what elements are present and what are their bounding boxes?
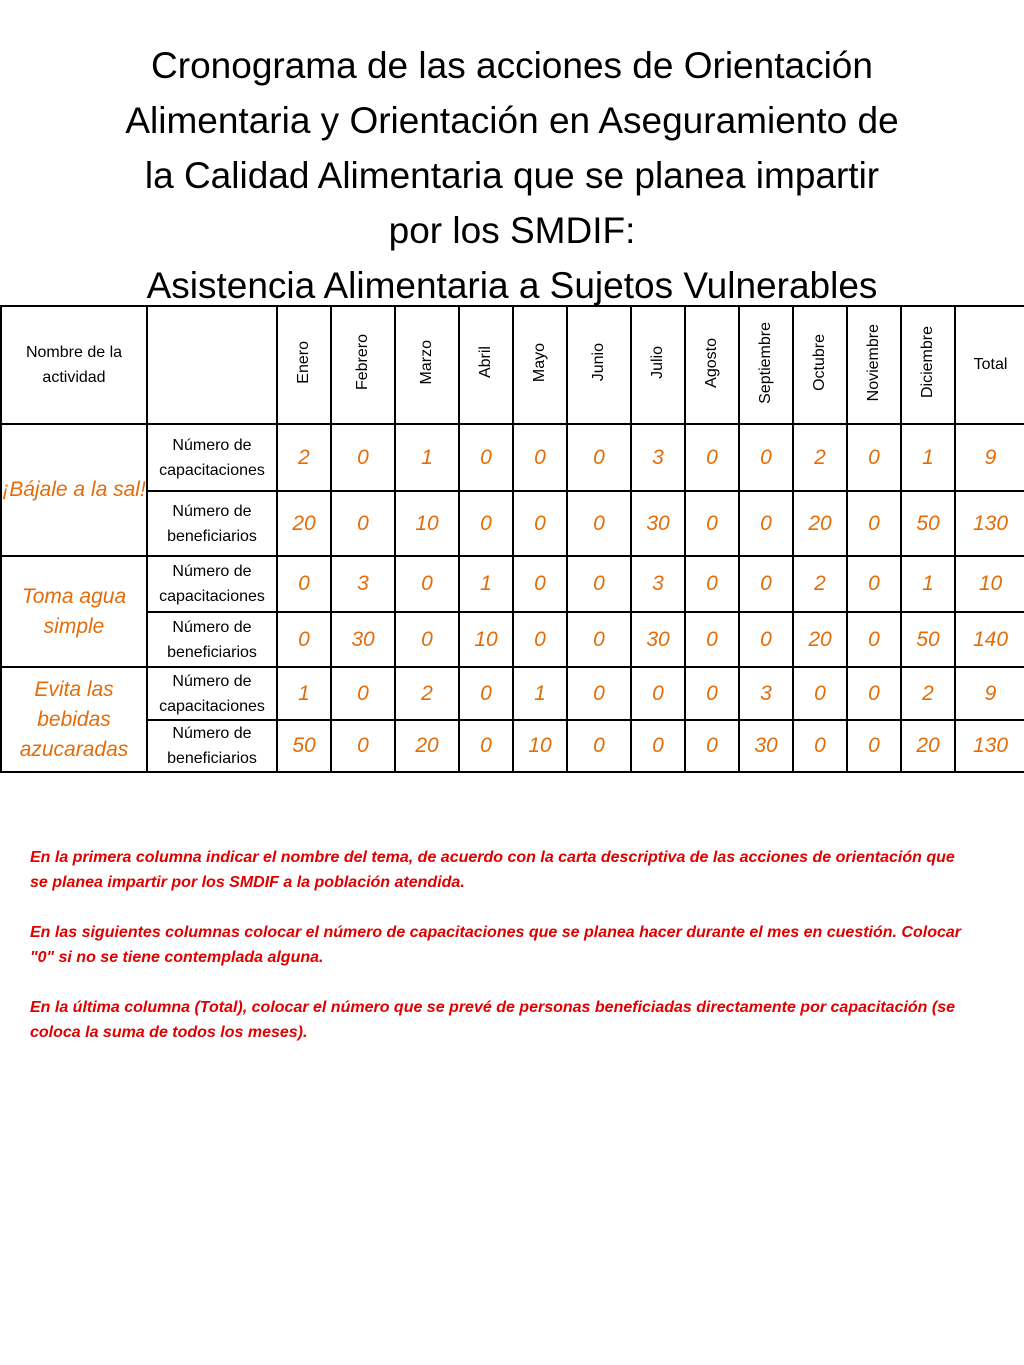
month-value: 3 (739, 667, 793, 720)
page-title (0, 38, 1024, 313)
month-value: 50 (901, 491, 955, 556)
metric-label: Número de capacitaciones (147, 556, 277, 612)
month-value: 30 (631, 491, 685, 556)
total-value: 130 (955, 491, 1024, 556)
month-value: 0 (459, 424, 513, 491)
instruction-paragraph: En la última columna (Total), colocar el número que se prevé de personas beneficiadas directamente por capacitación (se coloca la suma de todos los meses). (30, 999, 956, 1041)
month-value: 10 (459, 612, 513, 667)
month-value: 20 (395, 720, 459, 772)
total-value: 10 (955, 556, 1024, 612)
month-value: 0 (685, 612, 739, 667)
total-value: 140 (955, 612, 1024, 667)
month-value: 2 (277, 424, 331, 491)
month-value: 0 (459, 720, 513, 772)
activity-name: Toma agua simple (1, 556, 147, 667)
month-header: Noviembre (847, 306, 901, 424)
month-value: 0 (395, 612, 459, 667)
month-value: 10 (395, 491, 459, 556)
header-row (1, 306, 1024, 424)
table-row (1, 720, 1024, 772)
month-value: 2 (901, 667, 955, 720)
metric-label: Número de capacitaciones (147, 667, 277, 720)
month-value: 0 (739, 424, 793, 491)
month-value: 0 (513, 491, 567, 556)
metric-header (147, 306, 277, 424)
month-header: Agosto (685, 306, 739, 424)
month-header: Febrero (331, 306, 395, 424)
month-value: 20 (277, 491, 331, 556)
month-header: Mayo (513, 306, 567, 424)
month-value: 20 (793, 491, 847, 556)
month-value: 1 (513, 667, 567, 720)
month-value: 1 (901, 424, 955, 491)
month-value: 2 (395, 667, 459, 720)
month-value: 0 (567, 491, 631, 556)
month-value: 0 (331, 720, 395, 772)
month-value: 0 (847, 491, 901, 556)
month-value: 10 (513, 720, 567, 772)
metric-label: Número de beneficiarios (147, 612, 277, 667)
month-header: Marzo (395, 306, 459, 424)
month-value: 0 (331, 667, 395, 720)
month-value: 0 (685, 667, 739, 720)
table-row (1, 556, 1024, 612)
month-header: Abril (459, 306, 513, 424)
table-row (1, 612, 1024, 667)
month-value: 0 (685, 424, 739, 491)
month-value: 20 (793, 612, 847, 667)
instructions (30, 845, 970, 1070)
table-row (1, 424, 1024, 491)
month-value: 0 (847, 556, 901, 612)
month-value: 0 (331, 491, 395, 556)
month-value: 0 (739, 612, 793, 667)
month-value: 0 (631, 720, 685, 772)
month-value: 1 (395, 424, 459, 491)
metric-label: Número de capacitaciones (147, 424, 277, 491)
month-value: 0 (567, 612, 631, 667)
month-value: 0 (513, 612, 567, 667)
metric-label: Número de beneficiarios (147, 720, 277, 772)
month-value: 0 (567, 720, 631, 772)
month-value: 0 (793, 667, 847, 720)
month-value: 50 (277, 720, 331, 772)
month-value: 0 (631, 667, 685, 720)
month-value: 2 (793, 424, 847, 491)
month-value: 0 (739, 556, 793, 612)
month-value: 0 (847, 612, 901, 667)
month-value: 0 (567, 424, 631, 491)
month-value: 0 (459, 667, 513, 720)
month-value: 0 (739, 491, 793, 556)
table-row (1, 491, 1024, 556)
month-value: 0 (395, 556, 459, 612)
month-value: 1 (277, 667, 331, 720)
month-value: 1 (459, 556, 513, 612)
title-line: Cronograma de las acciones de Orientación (151, 45, 873, 86)
month-value: 0 (513, 424, 567, 491)
month-header: Junio (567, 306, 631, 424)
month-header: Diciembre (901, 306, 955, 424)
month-value: 0 (847, 667, 901, 720)
schedule-table (0, 305, 1024, 773)
month-value: 0 (567, 667, 631, 720)
instruction-paragraph: En las siguientes columnas colocar el número de capacitaciones que se planea hacer durante el mes en cuestión. Colocar "0" si no se tiene contemplada alguna. (30, 924, 961, 966)
month-value: 30 (631, 612, 685, 667)
month-value: 3 (631, 424, 685, 491)
month-value: 0 (685, 491, 739, 556)
instruction-paragraph: En la primera columna indicar el nombre del tema, de acuerdo con la carta descriptiva de las acciones de orientación que se planea impartir por los SMDIF a la población atendida. (30, 849, 955, 891)
month-value: 2 (793, 556, 847, 612)
total-header: Total (955, 306, 1024, 424)
month-value: 0 (793, 720, 847, 772)
month-value: 0 (331, 424, 395, 491)
month-value: 0 (459, 491, 513, 556)
month-value: 0 (685, 720, 739, 772)
total-value: 130 (955, 720, 1024, 772)
month-value: 0 (513, 556, 567, 612)
activity-name: Evita las bebidas azucaradas (1, 667, 147, 772)
table-row (1, 667, 1024, 720)
month-header: Septiembre (739, 306, 793, 424)
month-value: 50 (901, 612, 955, 667)
month-value: 30 (739, 720, 793, 772)
month-header: Julio (631, 306, 685, 424)
month-header: Enero (277, 306, 331, 424)
activity-header: Nombre de la actividad (1, 306, 147, 424)
activity-name: ¡Bájale a la sal! (1, 424, 147, 556)
total-value: 9 (955, 667, 1024, 720)
month-value: 3 (631, 556, 685, 612)
title-line: Asistencia Alimentaria a Sujetos Vulnerables (146, 265, 878, 306)
title-line: la Calidad Alimentaria que se planea impartir (144, 155, 880, 196)
month-value: 0 (847, 720, 901, 772)
month-value: 30 (331, 612, 395, 667)
month-header: Octubre (793, 306, 847, 424)
month-value: 20 (901, 720, 955, 772)
month-value: 0 (685, 556, 739, 612)
month-value: 0 (847, 424, 901, 491)
title-line: Alimentaria y Orientación en Aseguramiento de (125, 100, 899, 141)
month-value: 1 (901, 556, 955, 612)
month-value: 0 (277, 612, 331, 667)
total-value: 9 (955, 424, 1024, 491)
month-value: 0 (567, 556, 631, 612)
month-value: 3 (331, 556, 395, 612)
metric-label: Número de beneficiarios (147, 491, 277, 556)
month-value: 0 (277, 556, 331, 612)
title-line: por los SMDIF: (388, 210, 636, 251)
